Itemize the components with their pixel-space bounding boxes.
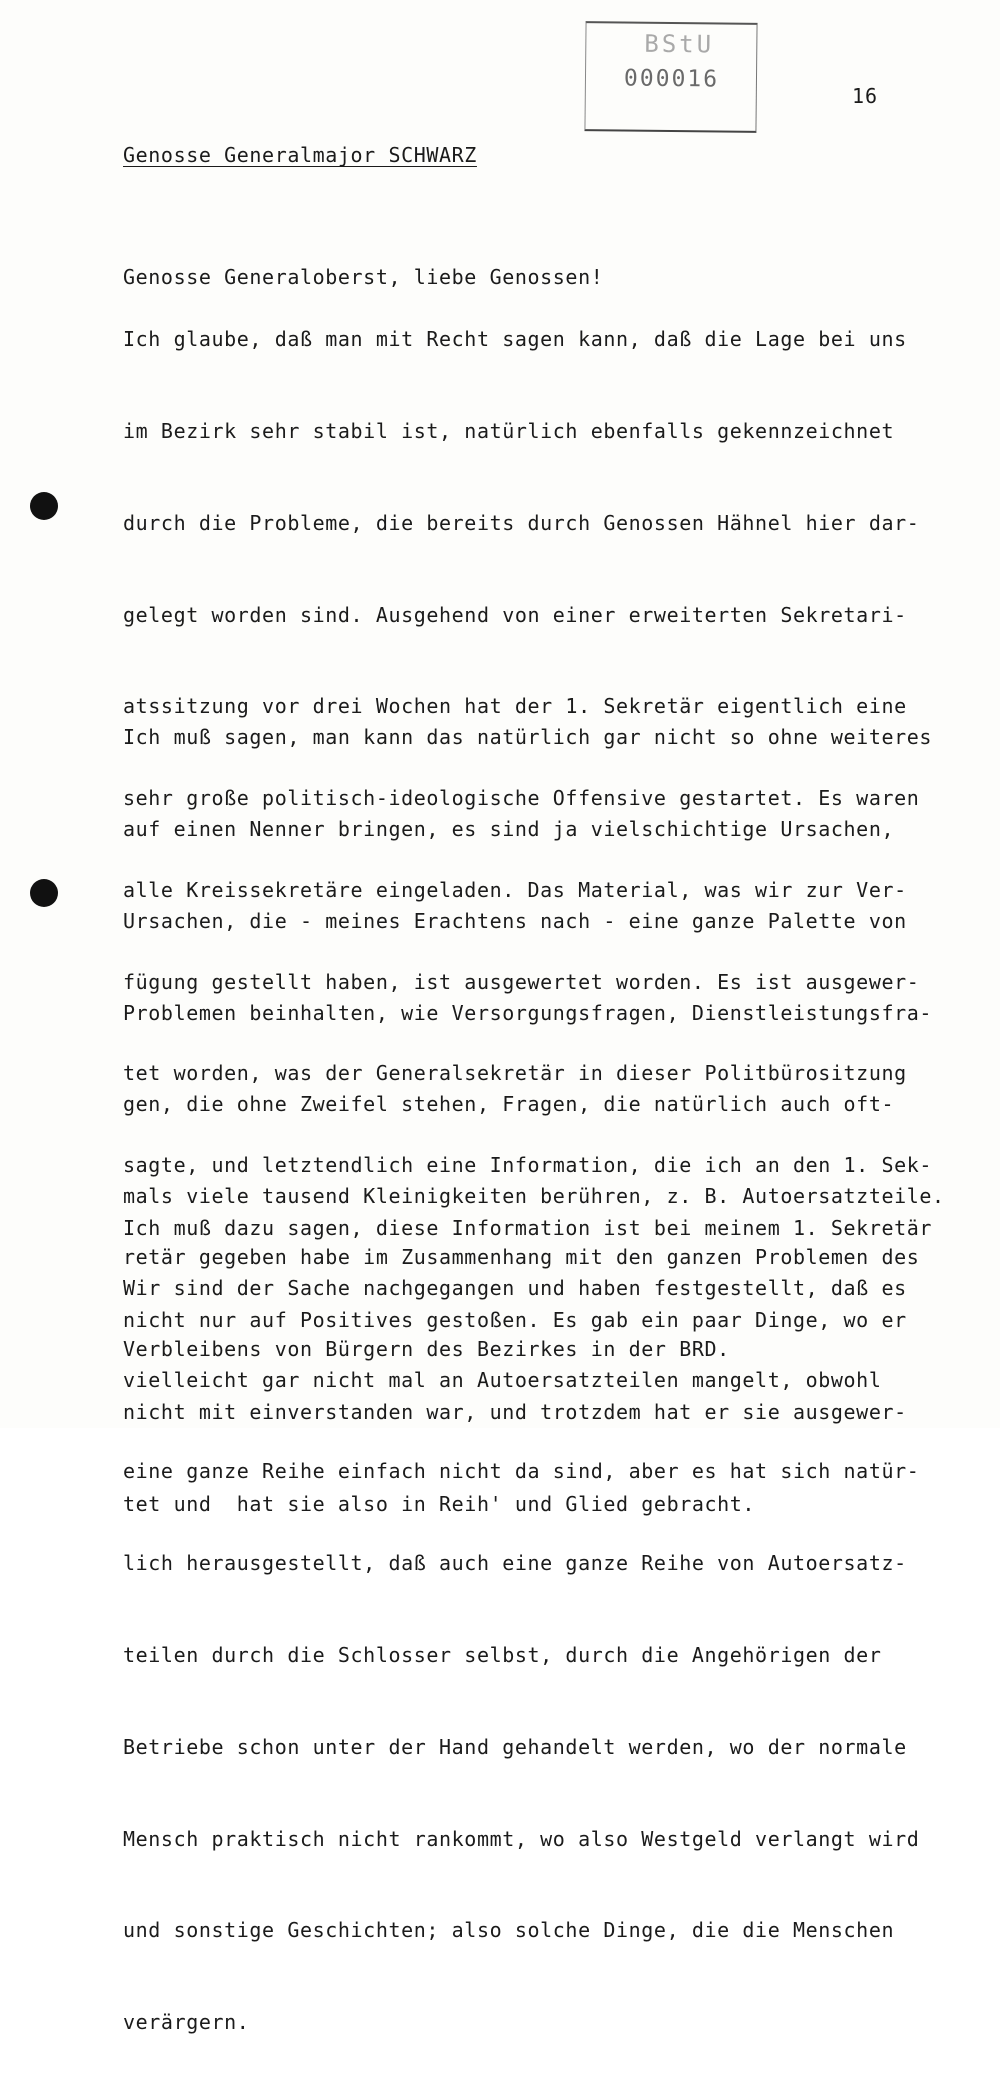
- text-line: lich herausgestellt, daß auch eine ganze Reihe von Autoersatz-: [123, 1551, 907, 1576]
- stamp-number: 000016: [623, 65, 720, 93]
- text-line: mals viele tausend Kleinigkeiten berühren, z. B. Autoersatzteile.: [123, 1184, 945, 1209]
- text-line: alle Kreissekretäre eingeladen. Das Material, was wir zur Ver-: [123, 877, 907, 902]
- text-line: teilen durch die Schlosser selbst, durch die Angehörigen der: [123, 1643, 882, 1667]
- text-line: atssitzung vor drei Wochen hat der 1. Sekretär eigentlich eine: [123, 694, 907, 719]
- text-line: nicht mit einverstanden war, und trotzdem hat er sie ausgewer-: [123, 1399, 907, 1424]
- punch-hole-icon: [30, 492, 58, 520]
- text-line: tet worden, was der Generalsekretär in dieser Politbürositzung: [123, 1061, 907, 1086]
- text-line: Ich muß dazu sagen, diese Information ist bei meinem 1. Sekretär: [123, 1216, 933, 1241]
- text-line: retär gegeben habe im Zusammenhang mit den ganzen Problemen des: [123, 1245, 920, 1269]
- text-line: fügung gestellt haben, ist ausgewertet worden. Es ist ausgewer-: [123, 969, 920, 994]
- text-line: Mensch praktisch nicht rankommt, wo also Westgeld verlangt wird: [123, 1826, 920, 1851]
- text-line: und sonstige Geschichten; also solche Dinge, die die Menschen: [123, 1918, 895, 1943]
- text-line: tet und hat sie also in Reih' und Glied gebracht.: [123, 1491, 756, 1516]
- page-number: 16: [852, 84, 879, 108]
- text-line: eine ganze Reihe einfach nicht da sind, aber es hat sich natür-: [123, 1459, 920, 1484]
- archive-stamp: [584, 21, 757, 133]
- stamp-office: BStU: [644, 29, 715, 59]
- text-line: Verbleibens von Bürgern des Bezirkes in der BRD.: [123, 1336, 730, 1361]
- text-line: sehr große politisch-ideologische Offensive gestartet. Es waren: [123, 786, 920, 811]
- text-line: Ich muß sagen, man kann das natürlich gar nicht so ohne weiteres: [123, 725, 933, 750]
- text-line: Ursachen, die - meines Erachtens nach - eine ganze Palette von: [123, 908, 907, 933]
- text-line: gen, die ohne Zweifel stehen, Fragen, die natürlich auch oft-: [123, 1092, 895, 1117]
- paragraph-3: [123, 1152, 932, 1580]
- text-line: Ich glaube, daß man mit Recht sagen kann, daß die Lage bei uns: [123, 327, 907, 352]
- text-line: Wir sind der Sache nachgegangen und haben festgestellt, daß es: [123, 1275, 907, 1300]
- text-line: gelegt worden sind. Ausgehend von einer erweiterten Sekretari-: [123, 602, 907, 627]
- speaker-heading: Genosse Generalmajor SCHWARZ: [123, 143, 477, 167]
- text-line: Problemen beinhalten, wie Versorgungsfragen, Dienstleistungsfra-: [123, 1000, 933, 1025]
- salutation-line: Genosse Generaloberst, liebe Genossen!: [123, 265, 604, 290]
- text-line: Betriebe schon unter der Hand gehandelt werden, wo der normale: [123, 1734, 907, 1759]
- text-line: durch die Probleme, die bereits durch Genossen Hähnel hier dar-: [123, 510, 920, 535]
- text-line: sagte, und letztendlich eine Information, die ich an den 1. Sek-: [123, 1153, 933, 1178]
- punch-hole-icon: [30, 879, 58, 907]
- text-line: verärgern.: [123, 2010, 250, 2035]
- text-line: auf einen Nenner bringen, es sind ja vielschichtige Ursachen,: [123, 816, 895, 841]
- text-line: nicht nur auf Positives gestoßen. Es gab ein paar Dinge, wo er: [123, 1307, 907, 1332]
- text-line: im Bezirk sehr stabil ist, natürlich ebenfalls gekennzeichnet: [123, 418, 895, 443]
- text-line: vielleicht gar nicht mal an Autoersatzteilen mangelt, obwohl: [123, 1367, 882, 1392]
